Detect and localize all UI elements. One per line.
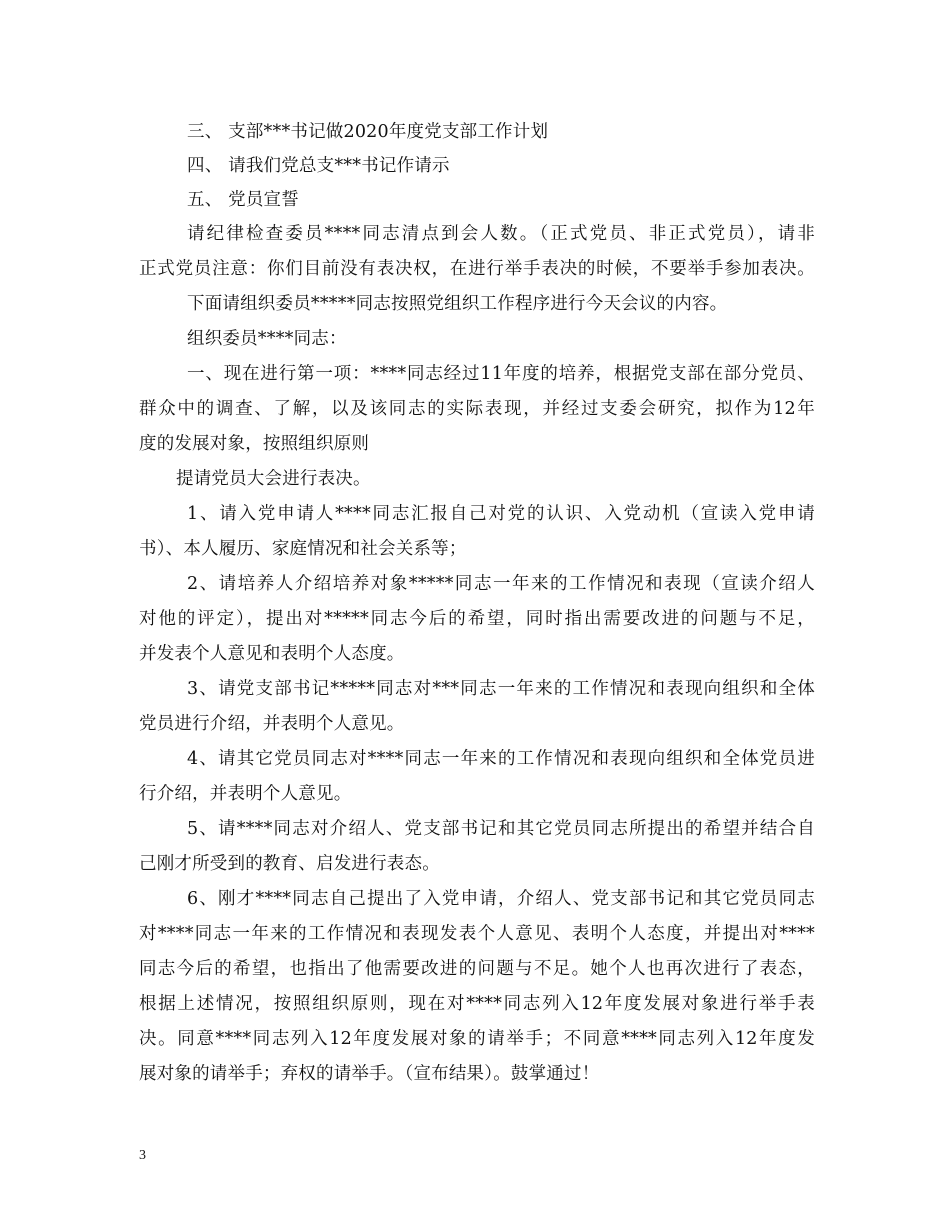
- paragraph-line: 4、请其它党员同志对****同志一年来的工作情况和表现向组织和全体党员进: [187, 749, 815, 769]
- agenda-item-3: 三、 支部***书记做2020年度党支部工作计划: [187, 122, 549, 142]
- paragraph-line: 度的发展对象，按照组织原则: [139, 434, 370, 454]
- page-number: 3: [139, 1148, 146, 1163]
- paragraph-line: 3、请党支部书记*****同志对***同志一年来的工作情况和表现向组织和全体: [187, 679, 815, 699]
- paragraph-line: 己刚才所受到的教育、启发进行表态。: [139, 854, 440, 874]
- paragraph-line: 一、现在进行第一项：****同志经过11年度的培养，根据党支部在部分党员、: [187, 364, 815, 384]
- paragraph-line: 根据上述情况，按照组织原则，现在对****同志列入12年度发展对象进行举手表: [139, 994, 815, 1014]
- paragraph-line: 6、刚才****同志自己提出了入党申请，介绍人、党支部书记和其它党员同志: [187, 889, 815, 909]
- paragraph-line: 下面请组织委员*****同志按照党组织工作程序进行今天会议的内容。: [187, 294, 728, 314]
- paragraph-line: 展对象的请举手；弃权的请举手。（宣布结果）。鼓掌通过！: [139, 1064, 600, 1084]
- paragraph-line: 并发表个人意见和表明个人态度。: [139, 644, 405, 664]
- paragraph-line: 5、请****同志对介绍人、党支部书记和其它党员同志所提出的希望并结合自: [187, 819, 815, 839]
- paragraph-line: 行介绍，并表明个人意见。: [139, 784, 352, 804]
- paragraph-line: 正式党员注意：你们目前没有表决权，在进行举手表决的时候，不要举手参加表决。: [139, 259, 815, 279]
- paragraph-line: 同志今后的希望，也指出了他需要改进的问题与不足。她个人也再次进行了表态，: [139, 959, 815, 979]
- agenda-item-5: 五、 党员宣誓: [187, 190, 299, 210]
- paragraph-line: 决。同意****同志列入12年度发展对象的请举手；不同意****同志列入12年度发: [139, 1029, 815, 1049]
- paragraph-line: 书）、本人履历、家庭情况和社会关系等；: [139, 539, 467, 559]
- paragraph-line: 组织委员****同志：: [187, 329, 347, 349]
- paragraph-line: 请纪律检查委员****同志清点到会人数。（正式党员、非正式党员），请非: [187, 224, 815, 244]
- paragraph-line: 对****同志一年来的工作情况和表现发表个人意见、表明个人态度，并提出对****: [139, 924, 815, 944]
- paragraph-line: 党员进行介绍，并表明个人意见。: [139, 714, 405, 734]
- paragraph-line: 对他的评定），提出对*****同志今后的希望，同时指出需要改进的问题与不足，: [139, 609, 815, 629]
- paragraph-line: 1、请入党申请人****同志汇报自己对党的认识、入党动机（宣读入党申请: [187, 504, 815, 524]
- paragraph-line: 群众中的调查、了解，以及该同志的实际表现，并经过支委会研究，拟作为12年: [139, 399, 815, 419]
- paragraph-line: 2、请培养人介绍培养对象*****同志一年来的工作情况和表现（宣读介绍人: [187, 574, 815, 594]
- agenda-item-4: 四、 请我们党总支***书记作请示: [187, 156, 450, 176]
- paragraph-line: 提请党员大会进行表决。: [176, 469, 371, 489]
